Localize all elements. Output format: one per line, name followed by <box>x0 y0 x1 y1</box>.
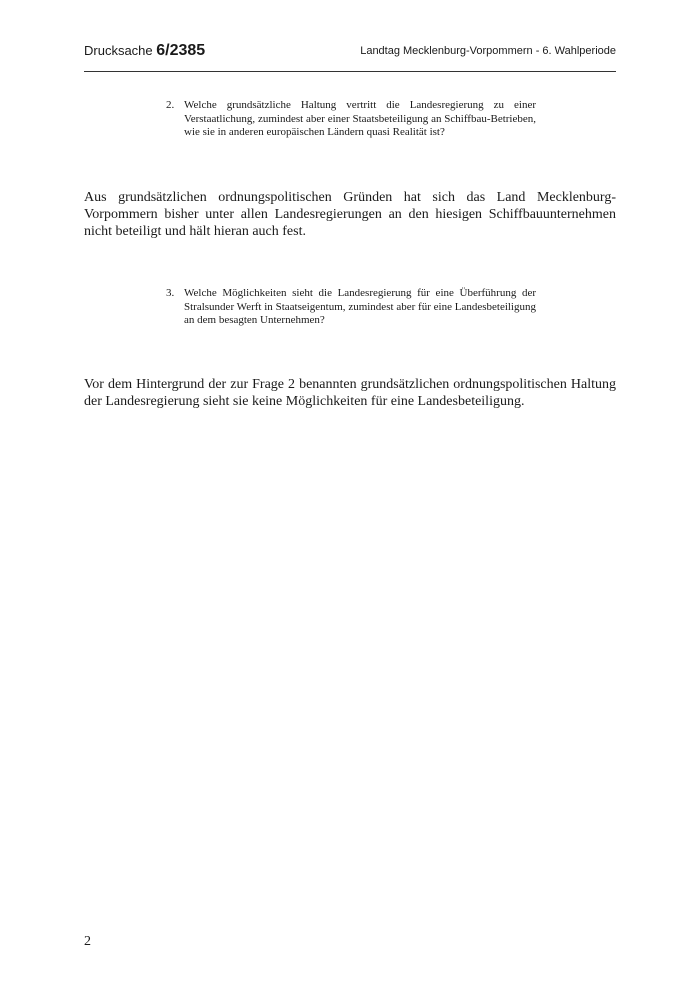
page-number: 2 <box>84 934 91 949</box>
header-divider <box>84 71 616 72</box>
institution-label: Landtag Mecklenburg-Vorpommern - 6. Wahlperiode <box>360 45 616 57</box>
question-text: Welche grundsätzliche Haltung vertritt die Landesregierung zu einer Verstaatlichung, zumindest aber einer Staatsbeteiligung an Schiffbau-Betrieben, wie sie in anderen europäischen Ländern quasi Realität ist? <box>184 99 536 138</box>
question-text: Welche Möglichkeiten sieht die Landesregierung für eine Überführung der Stralsunder Werft in Staatseigentum, zumindest aber für eine Landesbeteiligung an dem besagten Unternehmen? <box>184 287 536 326</box>
document-label: Drucksache <box>84 43 153 58</box>
question-2 <box>166 99 536 140</box>
question-number: 3. <box>166 287 175 299</box>
answer-3: Vor dem Hintergrund der zur Frage 2 benannten grundsätzlichen ordnungspolitischen Haltung der Landesregierung sieht sie keine Möglichkeiten für eine Landesbeteiligung. <box>84 377 616 409</box>
answer-2: Aus grundsätzlichen ordnungspolitischen Gründen hat sich das Land Mecklenburg-Vorpommern bisher unter allen Landesregierungen an den hiesigen Schiffbauunternehmen nicht beteiligt und hält hieran auch fest. <box>84 190 616 239</box>
document-number: 6/2385 <box>156 42 206 59</box>
page-header <box>84 40 616 64</box>
question-3 <box>166 287 536 328</box>
question-number: 2. <box>166 99 175 111</box>
document-reference <box>84 42 205 60</box>
